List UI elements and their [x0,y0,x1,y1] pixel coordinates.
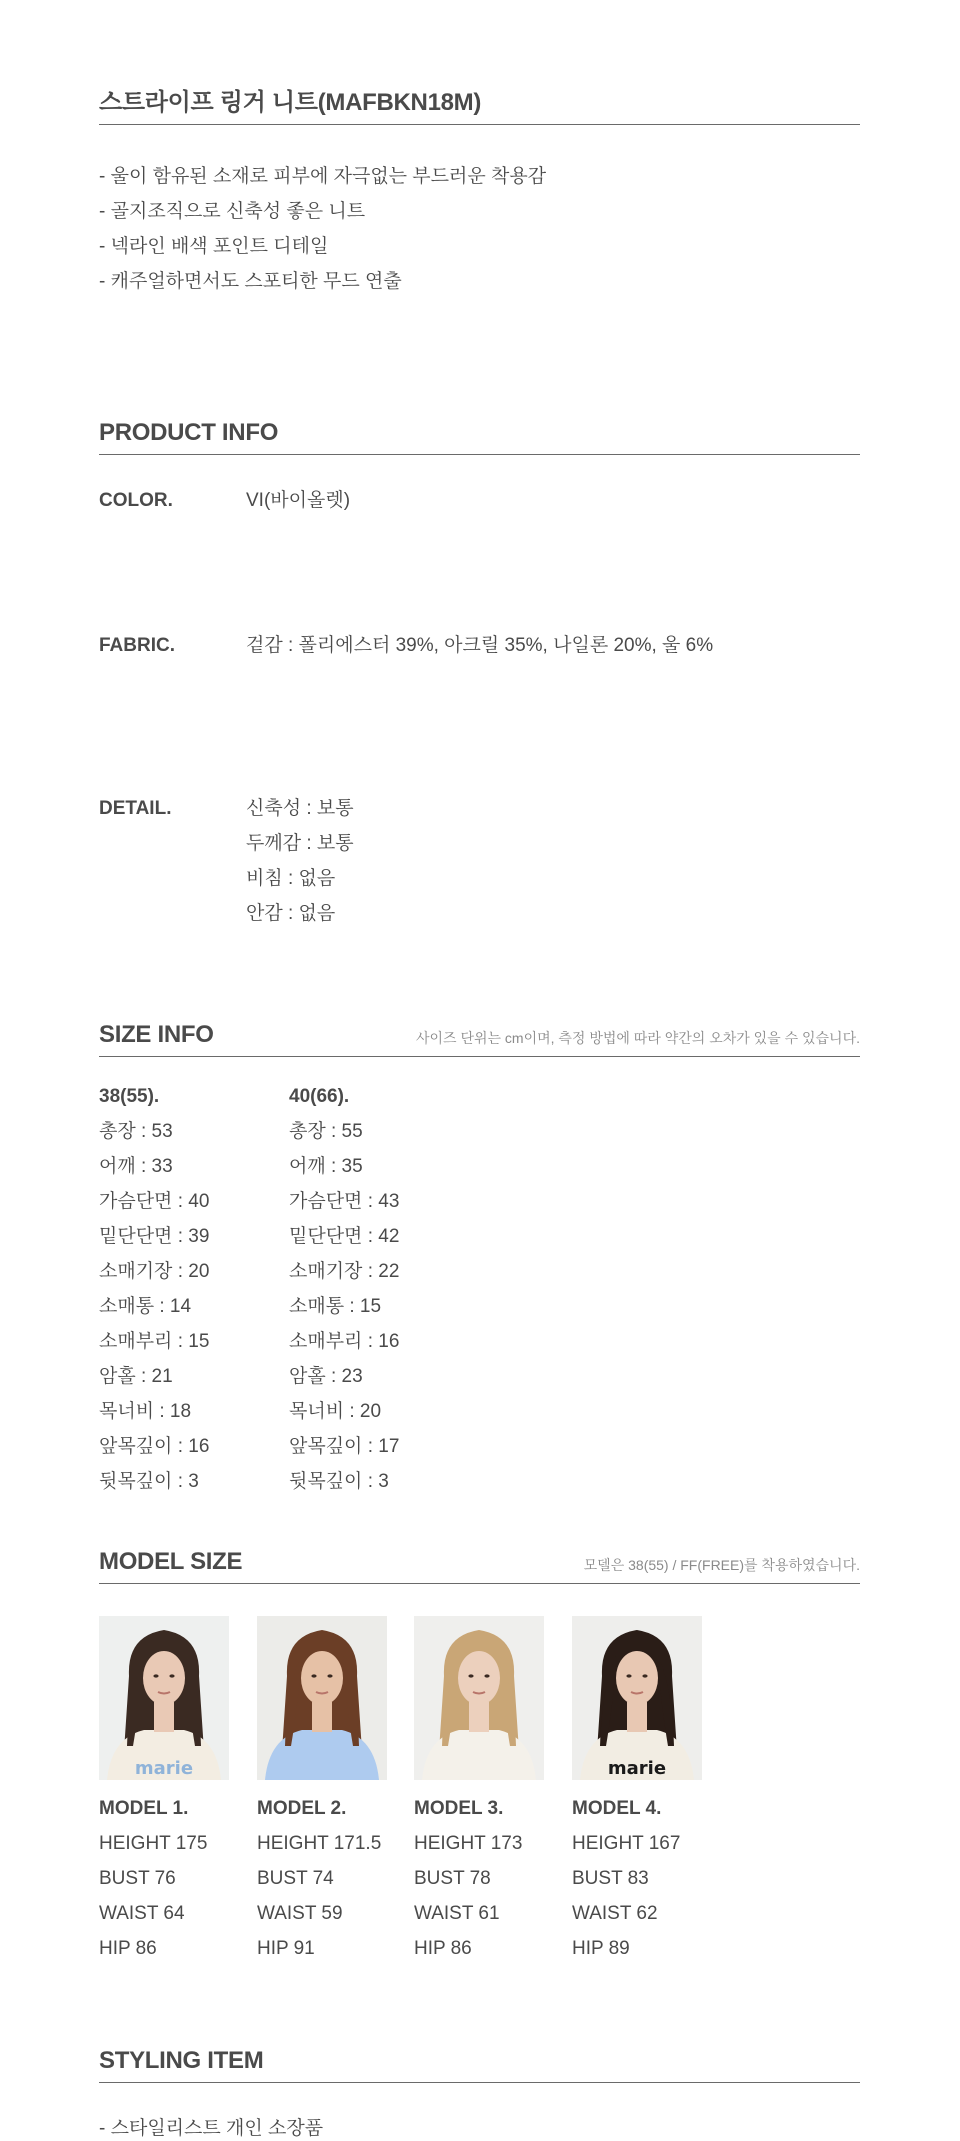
model-size-note: 모델은 38(55) / FF(FREE)를 착용하였습니다. [583,1557,860,1573]
model-name: MODEL 3. [414,1798,504,1819]
size-info-header [99,1021,860,1057]
shirt-print: marie [607,1758,667,1779]
model-portrait-illustration [257,1616,387,1780]
shirt-print: marie [134,1758,194,1779]
neck [154,1702,174,1732]
size-row: 가슴단면 : 40 [99,1191,210,1212]
color-label: COLOR. [99,490,173,511]
size-row: 총장 : 55 [289,1121,363,1142]
model-waist: WAIST 59 [257,1903,343,1924]
model-name: MODEL 4. [572,1798,662,1819]
size-row: 소매부리 : 16 [289,1331,400,1352]
model-card [572,1616,702,1959]
model-portrait-illustration [572,1616,702,1780]
neck [627,1702,647,1732]
face [458,1651,500,1705]
size-row: 어깨 : 35 [289,1156,363,1177]
detail-label: DETAIL. [99,798,172,819]
product-title: 스트라이프 링거 니트(MAFBKN18M) [99,89,482,116]
eye-left [311,1674,316,1677]
size-row: 암홀 : 21 [99,1366,173,1387]
model-photo [257,1616,387,1780]
eye-right [484,1674,489,1677]
eye-right [169,1674,174,1677]
product-info-heading: PRODUCT INFO [99,419,279,446]
model-bust: BUST 78 [414,1868,491,1889]
fabric-value: 겉감 : 폴리에스터 39%, 아크릴 35%, 나일론 20%, 울 6% [246,635,714,656]
face [301,1651,343,1705]
product-info-header [99,419,860,455]
model-height: HEIGHT 167 [572,1833,681,1854]
model-photo [414,1616,544,1780]
feature-item: - 캐주얼하면서도 스포티한 무드 연출 [99,271,402,292]
size-row: 소매통 : 15 [289,1296,382,1317]
styling-item: - 스타일리스트 개인 소장품 [99,2118,324,2139]
size-row: 뒷목깊이 : 3 [99,1471,199,1492]
model-name: MODEL 2. [257,1798,347,1819]
size-row: 목너비 : 20 [289,1401,382,1422]
model-bust: BUST 76 [99,1868,176,1889]
model-hip: HIP 86 [99,1938,157,1959]
face [143,1651,185,1705]
feature-item: - 골지조직으로 신축성 좋은 니트 [99,201,366,222]
model-card [257,1616,387,1959]
model-name: MODEL 1. [99,1798,189,1819]
model-height: HEIGHT 171.5 [257,1833,382,1854]
model-waist: WAIST 61 [414,1903,500,1924]
size-row: 소매부리 : 15 [99,1331,210,1352]
size-name: 38(55). [99,1086,160,1107]
product-title-header [99,89,860,125]
model-card [414,1616,544,1959]
face [616,1651,658,1705]
size-column-40 [289,1086,399,1506]
size-row: 밑단단면 : 42 [289,1226,400,1247]
model-height: HEIGHT 175 [99,1833,208,1854]
feature-item: - 울이 함유된 소재로 피부에 자극없는 부드러운 착용감 [99,166,547,187]
size-row: 뒷목깊이 : 3 [289,1471,389,1492]
size-row: 어깨 : 33 [99,1156,173,1177]
model-hip: HIP 86 [414,1938,472,1959]
model-hip: HIP 91 [257,1938,315,1959]
size-row: 암홀 : 23 [289,1366,363,1387]
styling-item-heading: STYLING ITEM [99,2047,264,2074]
size-row: 앞목깊이 : 17 [289,1436,400,1457]
size-info-note: 사이즈 단위는 cm이며, 측정 방법에 따라 약간의 오차가 있을 수 있습니다. [415,1030,860,1046]
size-row: 총장 : 53 [99,1121,173,1142]
model-size-heading: MODEL SIZE [99,1548,243,1575]
model-portrait-illustration [414,1616,544,1780]
detail-value: 비침 : 없음 [246,868,336,889]
model-photo [99,1616,229,1780]
fabric-label: FABRIC. [99,635,175,656]
model-waist: WAIST 62 [572,1903,658,1924]
eye-left [153,1674,158,1677]
size-row: 앞목깊이 : 16 [99,1436,210,1457]
detail-value: 두께감 : 보통 [246,833,354,854]
model-card [99,1616,229,1959]
model-size-header [99,1548,860,1584]
detail-value: 신축성 : 보통 [246,798,354,819]
size-row: 소매통 : 14 [99,1296,192,1317]
size-column-38 [99,1086,209,1506]
size-row: 목너비 : 18 [99,1401,192,1422]
size-info-heading: SIZE INFO [99,1021,214,1048]
eye-left [626,1674,631,1677]
model-height: HEIGHT 173 [414,1833,523,1854]
eye-right [642,1674,647,1677]
size-row: 가슴단면 : 43 [289,1191,400,1212]
size-row: 밑단단면 : 39 [99,1226,210,1247]
styling-item-header [99,2047,860,2083]
detail-value: 안감 : 없음 [246,903,336,924]
model-hip: HIP 89 [572,1938,630,1959]
model-bust: BUST 83 [572,1868,649,1889]
color-value: VI(바이올렛) [246,490,351,511]
eye-left [468,1674,473,1677]
model-waist: WAIST 64 [99,1903,185,1924]
model-photo [572,1616,702,1780]
model-bust: BUST 74 [257,1868,334,1889]
size-row: 소매기장 : 20 [99,1261,210,1282]
feature-item: - 넥라인 배색 포인트 디테일 [99,236,329,257]
size-row: 소매기장 : 22 [289,1261,400,1282]
model-portrait-illustration [99,1616,229,1780]
eye-right [327,1674,332,1677]
neck [469,1702,489,1732]
size-name: 40(66). [289,1086,350,1107]
neck [312,1702,332,1732]
